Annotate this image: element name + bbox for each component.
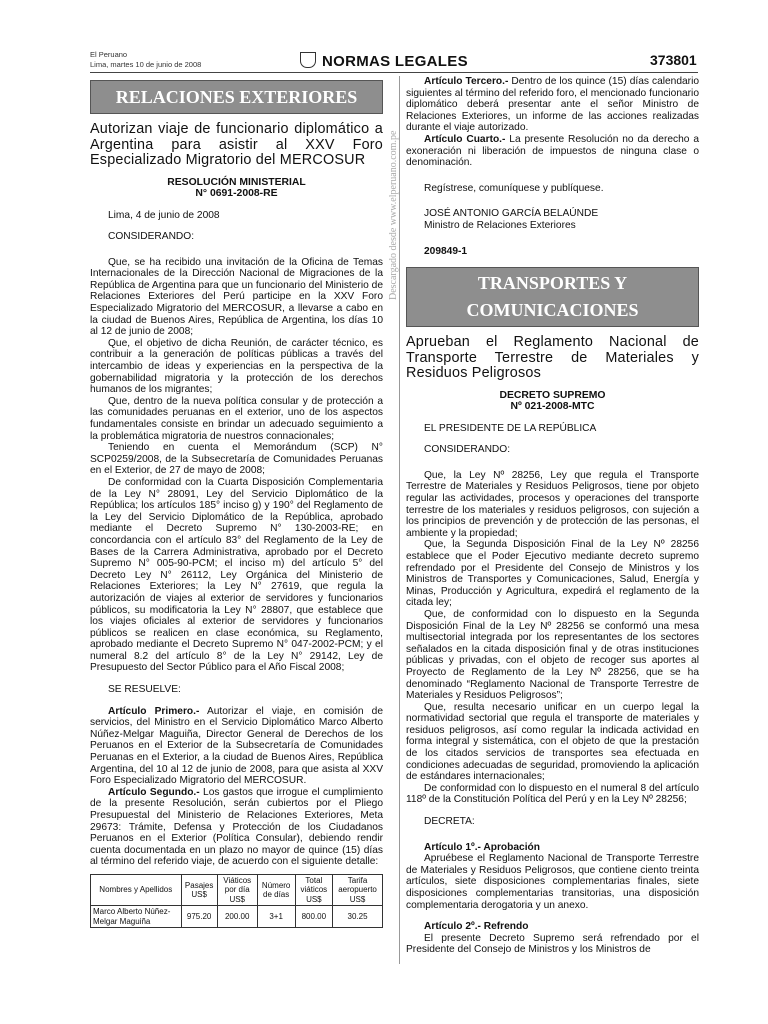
col-header: Viáticos por día US$: [217, 874, 257, 906]
cell-pasajes: 975.20: [181, 906, 217, 928]
watermark: Descargado desde www.elperuano.com.pe: [388, 130, 399, 300]
article-4-text: La presente Resolución no da derecho a exoneración ni liberación de impuestos de ninguna clase o denominación.: [406, 133, 699, 169]
paragraph: Teniendo en cuenta el Memorándum (SCP) N° SCP0259/2008, de la Subsecretaría de Comunidades Peruanas en el Exterior, de 27 de mayo de 2008;: [90, 442, 383, 477]
paragraph: Que, se ha recibido una invitación de la Oficina de Temas Internacionales de la Dirección Nacional de Migraciones de la República de Argentina para que un funcionario del Ministerio de Relaciones Exteriores del Perú participe en la XXV Foro Especializado Migratorio del MERCOSUR, a llevarse a cabo en la ciudad de Buenos Aires, República de Argentina, los días 10 al 12 de junio de 2008;: [90, 256, 383, 338]
article-1-text: Apruébese el Reglamento Nacional de Transporte Terrestre de Materiales y Residuos Peligrosos, que contiene ciento treinta artículos, siete disposiciones complementarias finales, siete disposiciones complementarias transitorias, una disposición complementaria derogatoria y un anexo.: [406, 853, 699, 911]
paragraph: De conformidad con la Cuarta Disposición Complementaria de la Ley N° 28091, Ley del Servicio Diplomático de la República; los artículos 185° inciso g) y 190° del Reglamento de la Ley del Servicio Diplomático de la República, aprobado mediante el Decreto Supremo N° 130-2003-RE; en concordancia con el artículo 83° del Reglamento de la Ley de Bases de la Carrera Administrativa, aprobado por el Decreto Supremo N° 005-90-PCM; el inciso m) del artículo 5° del Decreto Ley N° 26112, Ley Orgánica del Ministerio de Relaciones Exteriores; la Ley N° 27619, que regula la autorización de viajes al exterior de servidores y funcionarios públicos, su modificatoria la Ley N° 28807, que establece que los viajes oficiales al exterior de servidores y funcionarios públicos se realicen en clase económica, su Reglamento, aprobado mediante el Decreto Supremo N° 047-2002-PCM; y el numeral 8.2 del artículo 8° de la Ley N° 29142, Ley de Presupuesto del Sector Público para el Año Fiscal 2008;: [90, 476, 383, 674]
article-2-label: Artículo Segundo.-: [108, 786, 200, 798]
cell-total-viaticos: 800.00: [295, 906, 332, 928]
cell-dias: 3+1: [257, 906, 295, 928]
expenses-table: [90, 874, 383, 929]
resolution-heading: [90, 177, 383, 200]
section-title: [300, 52, 468, 70]
paragraph: Que, resulta necesario unificar en un cuerpo legal la normatividad sectorial que regula el transporte de materiales y residuos peligrosos, así como regular la indicada actividad en forma integral y sistemática, con el objeto de que la prestación de los citados servicios de transportes sea efectuada en condiciones adecuadas de seguridad, promoviendo la aplicación de estándares internacionales;: [406, 701, 699, 783]
article-2-text: Los gastos que irrogue el cumplimiento de la presente Resolución, serán cubiertos por el Pliego Presupuestal del Ministerio de Relaciones Exteriores, Meta 29673: Trámite, Defensa y Protección de los Ciudadanos Peruanos en el Exterior (Política Consular), debiendo rendir cuenta documentada en un plazo no mayor de quince (15) días al término del referido viaje, de acuerdo con el siguiente detalle:: [90, 786, 384, 868]
coat-of-arms-icon: [300, 52, 316, 68]
article-4-label: Artículo Cuarto.-: [424, 133, 506, 145]
col-header: Tarifa aeropuerto US$: [333, 874, 383, 906]
paragraph: Que, de conformidad con lo dispuesto en la Segunda Disposición Final de la Ley Nº 28256 se conformó una mesa multisectorial integrada por los representantes de los sectores señalados en la citada disposición final y de otras instituciones públicas y privadas, con el objeto de recoger sus aportes al Proyecto de Reglamento de la Ley Nº 28256, que se ha denominado “Reglamento Nacional de Transporte Terrestre de Materiales y Residuos Peligrosos”;: [406, 608, 699, 702]
article-3-label: Artículo Tercero.-: [424, 76, 509, 87]
paragraph: Que, dentro de la nueva política consular y de protección a las comunidades peruanas en el exterior, uno de los aspectos fundamentales consiste en brindar un adecuado seguimiento a la problemática migratoria de nuestros connacionales;: [90, 395, 383, 442]
resolution-number: N° 0691-2008-RE: [195, 188, 278, 199]
article-1-heading: Artículo 1º.- Aprobación: [424, 841, 540, 853]
column-divider: [399, 76, 400, 964]
decree-heading: [406, 390, 699, 413]
banner-line-2: COMUNICACIONES: [466, 300, 639, 321]
article-title: Aprueban el Reglamento Nacional de Transporte Terrestre de Materiales y Residuos Peligrosos: [406, 334, 699, 382]
paragraph: De conformidad con lo dispuesto en el numeral 8 del artículo 118º de la Constitución Política del Perú y en la Ley Nº 28256;: [406, 782, 699, 806]
col-header: Número de días: [257, 874, 295, 906]
president-line: EL PRESIDENTE DE LA REPÚBLICA: [424, 422, 597, 434]
article-3-text: Dentro de los quince (15) días calendario siguientes al término del referido foro, el mencionado funcionario diplomático deberá presentar ante el señor Ministro de Relaciones Exteriores, un informe de las acciones realizadas durante el viaje autorizado.: [406, 76, 699, 134]
cell-viaticos-dia: 200.00: [217, 906, 257, 928]
signature-block: [424, 208, 699, 231]
decree-label: DECRETO SUPREMO: [499, 389, 606, 401]
article-2-text: El presente Decreto Supremo será refrendado por el Presidente del Consejo de Ministros y los Ministros de: [406, 932, 699, 956]
decreta-label: DECRETA:: [424, 816, 475, 828]
section-banner-transportes: [406, 267, 699, 327]
considerando-label: CONSIDERANDO:: [108, 231, 195, 243]
section-label: NORMAS LEGALES: [322, 53, 468, 70]
col-header: Nombres y Apellidos: [91, 874, 182, 906]
paragraph: Que, el objetivo de dicha Reunión, de carácter técnico, es contribuir a la generación de políticas públicas a través del intercambio de ideas y experiencias en la perspectiva de la gobernabilidad migratoria y la protección de los derechos humanos de los migrantes;: [90, 337, 383, 396]
article-2-heading: Artículo 2º.- Refrendo: [424, 921, 529, 933]
article-1-text: Autorizar el viaje, en comisión de servicios, del Ministro en el Servicio Diplomático Marco Alberto Núñez-Melgar Maguiña, Director General de Derechos de los Peruanos en el Exterior de la Subsecretaría de Comunidades Peruanas en el Exterior, a la ciudad de Buenos Aires, República Argentina, del 10 al 12 de junio de 2008, para que asista al XXV Foro Especializado Migratorio del MERCOSUR.: [90, 705, 383, 787]
publication-name: El Peruano: [90, 50, 128, 59]
article-1: [90, 706, 383, 787]
col-header: Pasajes US$: [181, 874, 217, 906]
resolution-label: RESOLUCIÓN MINISTERIAL: [167, 176, 306, 188]
right-column: [406, 76, 699, 956]
article-2: [90, 787, 383, 868]
masthead: [90, 50, 201, 70]
reference-number: 209849-1: [424, 245, 468, 257]
signer-title: Ministro de Relaciones Exteriores: [424, 219, 576, 231]
article-title: Autorizan viaje de funcionario diplomático a Argentina para asistir al XXV Foro Especializado Migratorio del MERCOSUR: [90, 121, 383, 168]
se-resuelve-label: SE RESUELVE:: [108, 684, 181, 696]
paragraph: Que, la Ley Nº 28256, Ley que regula el Transporte Terrestre de Materiales y Residuos Peligrosos, tiene por objeto regular las actividades, procesos y operaciones del transporte terrestre de los materiales y residuos peligrosos, con sujeción a los principios de prevención y de protección de las personas, el ambiente y la propiedad;: [406, 469, 699, 539]
cell-tarifa: 30.25: [333, 906, 383, 928]
article-1-label: Artículo Primero.-: [108, 705, 200, 717]
article-3: [406, 76, 699, 134]
place-date: Lima, 4 de junio de 2008: [108, 209, 220, 221]
article-4: [406, 134, 699, 169]
table-row: [91, 906, 383, 928]
section-banner-relaciones: RELACIONES EXTERIORES: [90, 80, 383, 114]
decree-number: Nº 021-2008-MTC: [510, 401, 595, 413]
issue-date: Lima, martes 10 de junio de 2008: [90, 60, 202, 69]
paragraph: Que, la Segunda Disposición Final de la Ley Nº 28256 establece que el Poder Ejecutivo mediante decreto supremo refrendado por el Presidente del Consejo de Ministros y los Ministros de Transportes y Comunicaciones, Salud, Energía y Minas, Producción y Agricultura, expedirá el reglamento de la citada ley;: [406, 539, 699, 609]
cell-name: Marco Alberto Núñez-Melgar Maguiña: [91, 906, 182, 928]
table-header-row: [91, 874, 383, 906]
considerando-label: CONSIDERANDO:: [424, 444, 511, 456]
col-header: Total viáticos US$: [295, 874, 332, 906]
page-number: 373801: [650, 52, 697, 68]
banner-line-1: TRANSPORTES Y: [477, 273, 628, 294]
closing-formula: Regístrese, comuníquese y publíquese.: [424, 182, 604, 194]
signer-name: JOSÉ ANTONIO GARCÍA BELAÚNDE: [424, 208, 599, 220]
left-column: [90, 76, 383, 928]
